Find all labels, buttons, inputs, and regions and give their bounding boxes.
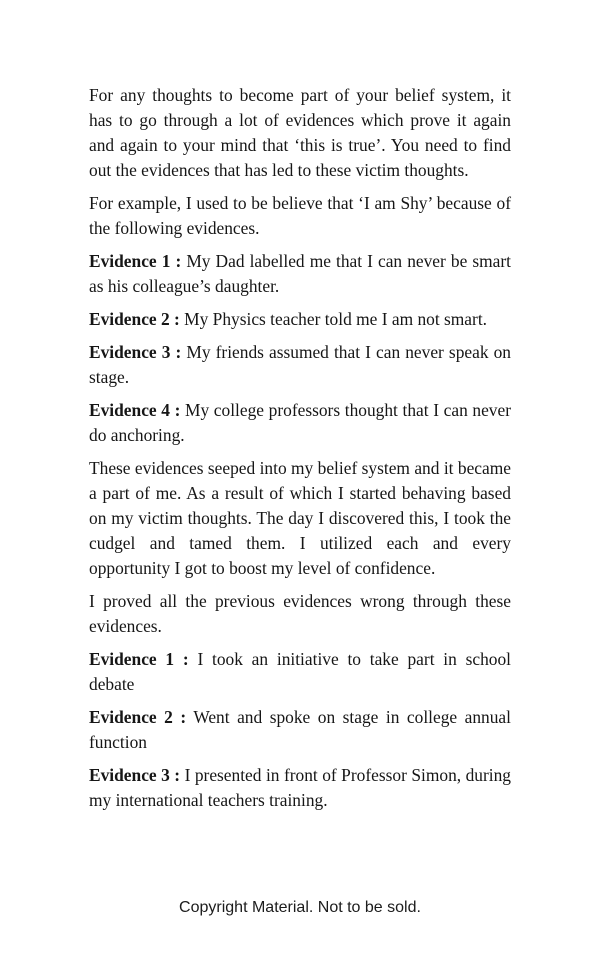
- paragraph-belief-intro: [89, 83, 511, 183]
- evidence-item-2: [89, 307, 511, 332]
- page-text-block: [89, 83, 511, 821]
- evidence-label: Evidence 4 :: [89, 400, 181, 420]
- evidence-text: My friends assumed that I can never speak on stage.: [89, 342, 511, 387]
- evidence-text: I presented in front of Professor Simon, during my international teachers training.: [89, 765, 511, 810]
- copyright-notice: Copyright Material. Not to be sold.: [179, 899, 421, 916]
- paragraph-example-intro: [89, 191, 511, 241]
- evidence-label: Evidence 3 :: [89, 765, 181, 785]
- paragraph-text: These evidences seeped into my belief system and it became a part of me. As a result of which I started behaving based on my victim thoughts. The day I discovered this, I took the cudgel and tamed them. I utilized each and every opportunity I got to boost my level of confidence.: [89, 458, 511, 578]
- evidence-text: Went and spoke on stage in college annual function: [89, 707, 511, 752]
- paragraph-belief-result: [89, 456, 511, 581]
- counter-evidence-item-2: [89, 705, 511, 755]
- evidence-item-1: [89, 249, 511, 299]
- paragraph-text: For example, I used to be believe that ‘I am Shy’ because of the following evidences.: [89, 193, 511, 238]
- evidence-item-3: [89, 340, 511, 390]
- counter-evidence-item-1: [89, 647, 511, 697]
- evidence-label: Evidence 1 :: [89, 649, 189, 669]
- evidence-text: My Physics teacher told me I am not smart.: [184, 309, 487, 329]
- evidence-label: Evidence 1 :: [89, 251, 182, 271]
- evidence-label: Evidence 2 :: [89, 707, 187, 727]
- evidence-text: My Dad labelled me that I can never be smart as his colleague’s daughter.: [89, 251, 511, 296]
- evidence-label: Evidence 3 :: [89, 342, 182, 362]
- evidence-label: Evidence 2 :: [89, 309, 180, 329]
- paragraph-text: I proved all the previous evidences wrong through these evidences.: [89, 591, 511, 636]
- evidence-text: I took an initiative to take part in school debate: [89, 649, 511, 694]
- paragraph-text: For any thoughts to become part of your belief system, it has to go through a lot of evidences which prove it again and again to your mind that ‘this is true’. You need to find out the evidences that has led to these victim thoughts.: [89, 85, 511, 180]
- paragraph-proved-wrong: [89, 589, 511, 639]
- evidence-item-4: [89, 398, 511, 448]
- evidence-text: My college professors thought that I can never do anchoring.: [89, 400, 512, 445]
- counter-evidence-item-3: [89, 763, 511, 813]
